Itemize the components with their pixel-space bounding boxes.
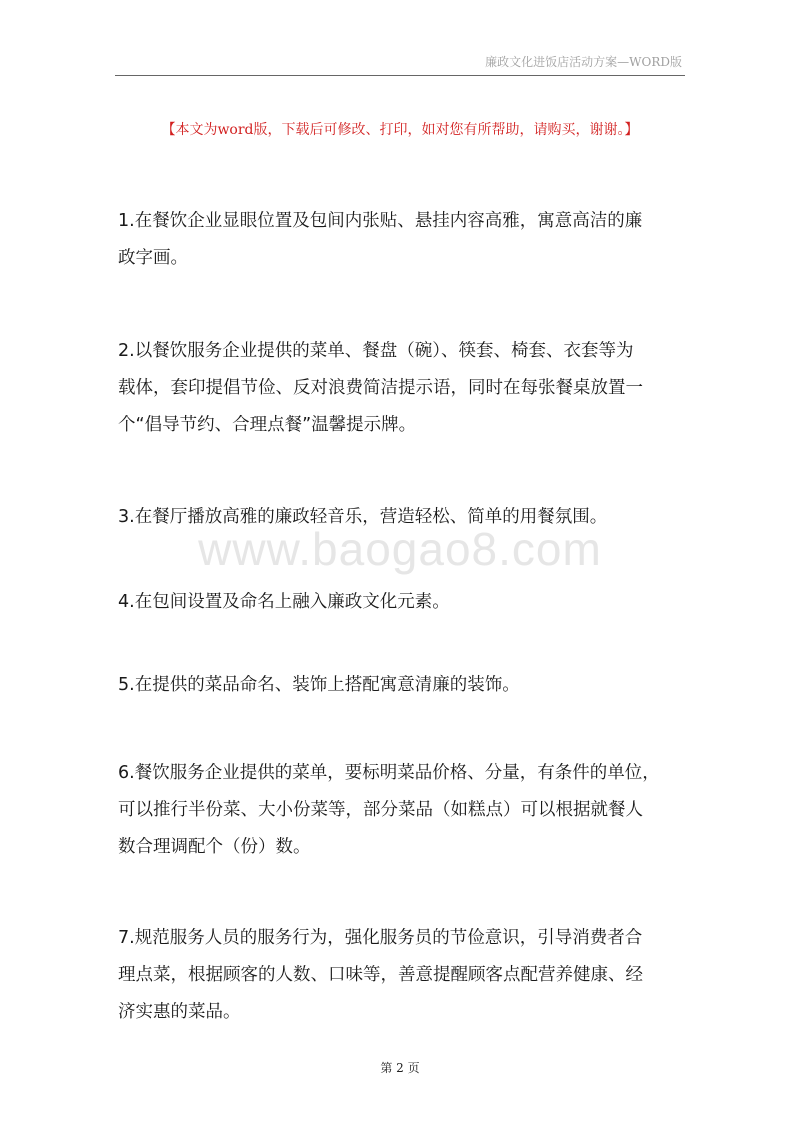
- paragraph-line: 政字画。: [118, 248, 188, 268]
- paragraph-line: 6.餐饮服务企业提供的菜单，要标明菜品价格、分量，有条件的单位，: [118, 763, 660, 783]
- paragraph-2: [118, 333, 694, 444]
- running-header: 廉政文化进饭店活动方案—WORD版: [485, 55, 682, 69]
- paragraph-4: [118, 584, 694, 621]
- paragraph-line: 5.在提供的菜品命名、装饰上搭配寓意清廉的装饰。: [118, 675, 520, 695]
- paragraph-line: 1.在餐饮企业显眼位置及包间内张贴、悬挂内容高雅，寓意高洁的廉: [118, 211, 643, 231]
- paragraph-5: [118, 667, 694, 704]
- paragraph-6: [118, 755, 694, 866]
- paragraph-line: 7.规范服务人员的服务行为，强化服务员的节俭意识，引导消费者合: [118, 928, 643, 948]
- purchase-notice: 【本文为word版，下载后可修改、打印，如对您有所帮助，请购买，谢谢。】: [161, 122, 639, 138]
- paragraph-line: 载体，套印提倡节俭、反对浪费简洁提示语，同时在每张餐桌放置一: [118, 378, 643, 398]
- paragraph-line: 个“倡导节约、合理点餐”温馨提示牌。: [118, 415, 417, 435]
- paragraph-line: 可以推行半份菜、大小份菜等，部分菜品（如糕点）可以根据就餐人: [118, 800, 643, 820]
- paragraph-3: [118, 499, 694, 536]
- paragraph-1: [118, 203, 694, 277]
- paragraph-7: [118, 920, 694, 1031]
- paragraph-line: 理点菜，根据顾客的人数、口味等，善意提醒顾客点配营养健康、经: [118, 965, 643, 985]
- watermark: www.baogao8.com: [198, 523, 602, 575]
- paragraph-line: 4.在包间设置及命名上融入廉政文化元素。: [118, 592, 450, 612]
- header-rule: [115, 75, 685, 76]
- paragraph-line: 数合理调配个（份）数。: [118, 837, 311, 857]
- paragraph-line: 2.以餐饮服务企业提供的菜单、餐盘（碗）、筷套、椅套、衣套等为: [118, 341, 634, 361]
- page-number: 第 2 页: [380, 1061, 420, 1075]
- paragraph-line: 3.在餐厅播放高雅的廉政轻音乐，营造轻松、简单的用餐氛围。: [118, 507, 608, 527]
- paragraph-line: 济实惠的菜品。: [118, 1002, 241, 1022]
